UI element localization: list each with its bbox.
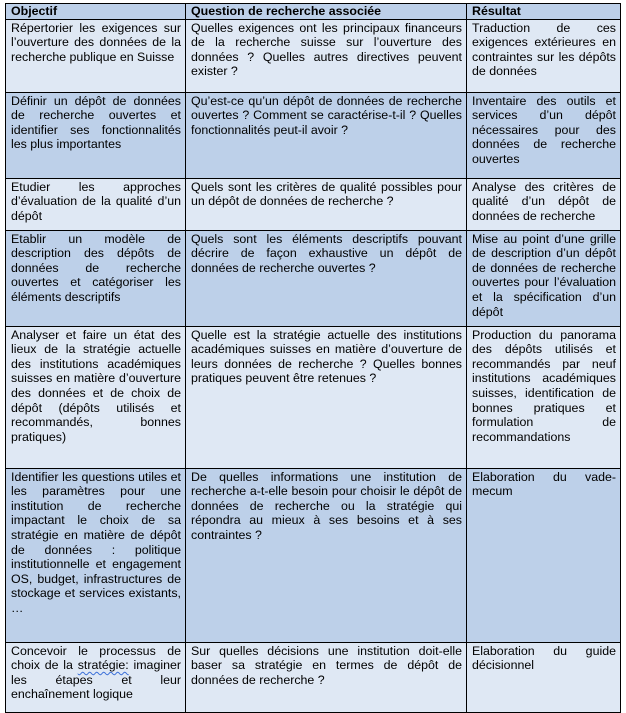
objectif-text-before: Concevoir le processus de choix de la: [11, 643, 181, 673]
cell-objectif: Etudier les approches d’évaluation de la qualité d’un dépôt: [6, 178, 186, 230]
header-resultat: Résultat: [467, 4, 621, 20]
table-row: [6, 642, 621, 712]
header-question: Question de recherche associée: [186, 4, 467, 20]
objectif-text-after: imaginer les étapes et leur enchaînement logique: [11, 658, 181, 702]
cell-resultat: Traduction de ces exigences extérieures en contraintes sur les dépôts de données: [467, 19, 621, 92]
table-row: [6, 92, 621, 178]
cell-resultat: Production du panorama des dépôts utilisés et recommandés par neuf institutions académiques suisses, identification de bonnes pratiques et formulation de recommandations: [467, 326, 621, 468]
cell-question: Quelles exigences ont les principaux financeurs de la recherche suisse sur l’ouverture des données ? Quelles autres directives peuvent exister ?: [186, 19, 467, 92]
cell-question: Quelle est la stratégie actuelle des institutions académiques suisses en matière d’ouverture de leurs données de recherche ? Quelles bonnes pratiques peuvent être retenues ?: [186, 326, 467, 468]
table-row: [6, 230, 621, 326]
cell-objectif: [6, 642, 186, 712]
table-row: [6, 468, 621, 642]
cell-objectif: Définir un dépôt de données de recherche ouvertes et identifier ses fonctionnalités les plus importantes: [6, 92, 186, 178]
cell-question: De quelles informations une institution de recherche a-t-elle besoin pour choisir le dépôt de données de recherche ou la stratégie qui répondra au mieux à ses besoins et à ses contraintes ?: [186, 468, 467, 642]
cell-question: Sur quelles décisions une institution doit-elle baser sa stratégie en termes de dépôt de données de recherche ?: [186, 642, 467, 712]
cell-resultat: Elaboration du guide décisionnel: [467, 642, 621, 712]
cell-question: Quels sont les critères de qualité possibles pour un dépôt de données de recherche ?: [186, 178, 467, 230]
spellcheck-underlined-word: stratégie:: [77, 658, 129, 673]
header-row: [6, 4, 621, 20]
cell-resultat: Analyse des critères de qualité d’un dépôt de données de recherche: [467, 178, 621, 230]
cell-question: Qu’est-ce qu’un dépôt de données de recherche ouvertes ? Comment se caractérise-t-il ? Quelles fonctionnalités peut-il avoir ?: [186, 92, 467, 178]
cell-objectif: Etablir un modèle de description des dépôts de données de recherche ouvertes et catégoriser les éléments descriptifs: [6, 230, 186, 326]
table-row: [6, 178, 621, 230]
cell-resultat: Mise au point d’une grille de description d’un dépôt de données de recherche ouvertes pour l’évaluation et la spécification d’un dépôt: [467, 230, 621, 326]
header-objectif: Objectif: [6, 4, 186, 20]
cell-objectif: Identifier les questions utiles et les paramètres pour une institution de recherche impactant le choix de sa stratégie en matière de dépôt de données : politique institutionnelle et engagement OS, budget, infrastructures de stockage et services existants, …: [6, 468, 186, 642]
cell-resultat: Elaboration du vade-mecum: [467, 468, 621, 642]
objectives-table: [5, 3, 621, 713]
cell-objectif: Analyser et faire un état des lieux de la stratégie actuelle des institutions académiques suisses en matière d’ouverture des données et de choix de dépôt (dépôts utilisés et recommandés, bonnes pratiques): [6, 326, 186, 468]
table-row: [6, 326, 621, 468]
cell-objectif: Répertorier les exigences sur l’ouverture des données de la recherche publique en Suisse: [6, 19, 186, 92]
cell-resultat: Inventaire des outils et services d’un dépôt nécessaires pour des données de recherche ouvertes: [467, 92, 621, 178]
table-row: [6, 19, 621, 92]
cell-question: Quels sont les éléments descriptifs pouvant décrire de façon exhaustive un dépôt de données de recherche ouvertes ?: [186, 230, 467, 326]
